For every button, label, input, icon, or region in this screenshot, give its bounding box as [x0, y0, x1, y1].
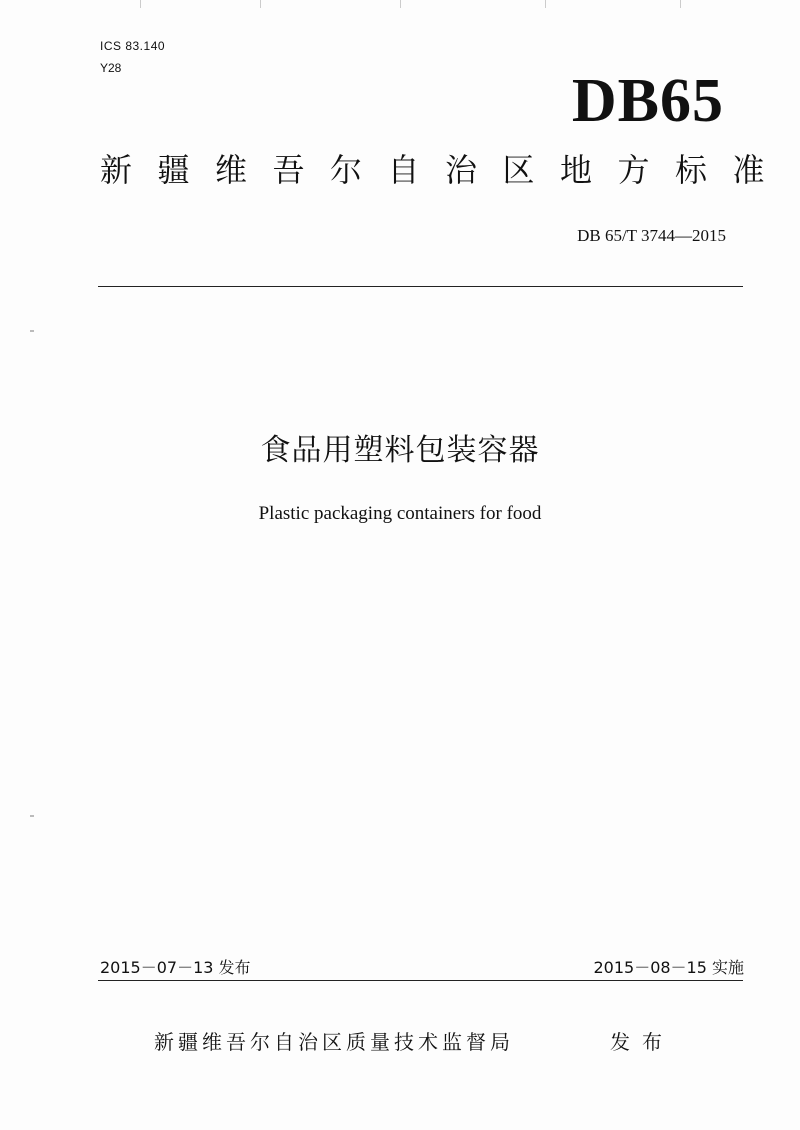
scan-artifact [30, 330, 34, 332]
db65-logo: DB65 [571, 67, 724, 135]
issue-date: 2015－07－13 发布 [100, 958, 251, 977]
classification-code: Y28 [100, 61, 122, 75]
document-title-chinese: 食品用塑料包装容器 [260, 433, 540, 468]
standard-number: DB 65/T 3744—2015 [577, 226, 726, 245]
ics-code: ICS 83.140 [100, 39, 166, 53]
implementation-date: 2015－08－15 实施 [593, 958, 744, 977]
issuing-action: 发布 [610, 1030, 674, 1054]
top-divider [98, 286, 743, 287]
scan-artifact [260, 0, 261, 8]
scan-artifact [30, 815, 34, 817]
scan-artifact [140, 0, 141, 8]
bottom-divider [98, 980, 743, 981]
scan-artifact [680, 0, 681, 8]
scan-artifact [400, 0, 401, 8]
scan-artifact [545, 0, 546, 8]
document-title-english: Plastic packaging containers for food [258, 503, 542, 524]
standard-level-title: 新疆维吾尔自治区地方标准 [100, 151, 791, 189]
issuing-authority: 新疆维吾尔自治区质量技术监督局 [154, 1030, 514, 1054]
